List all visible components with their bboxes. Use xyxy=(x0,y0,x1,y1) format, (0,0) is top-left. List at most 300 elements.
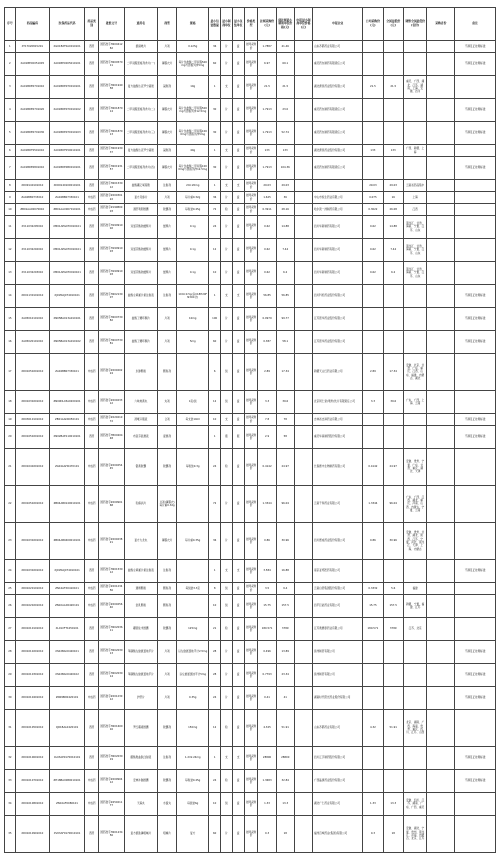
table-cell: 江苏恩华药业股份有限公司 xyxy=(312,331,362,354)
table-cell: XN05BA013A010101 xyxy=(49,308,84,331)
table-cell xyxy=(427,391,455,414)
table-cell: 国药准字H20194058 xyxy=(99,76,125,99)
table-cell: 长春惠丰生物制药有限公司 xyxy=(312,449,362,486)
table-cell xyxy=(427,641,455,664)
table-cell: ZA04BB0733010 xyxy=(15,192,49,204)
table-cell: 西药 xyxy=(85,710,99,747)
table-cell: 西药 xyxy=(85,262,99,285)
table-cell: 国药准字Z20123456 xyxy=(99,583,125,595)
table-cell: 湖南时代阳光药业股份有限公司 xyxy=(312,687,362,710)
table-cell: 国药准字H20153012 xyxy=(99,560,125,583)
table-cell: 国药准字Z20030122 xyxy=(99,192,125,204)
table-cell xyxy=(383,157,403,180)
table-cell: 挂网采购价 xyxy=(244,687,258,710)
table-cell xyxy=(427,99,455,122)
table-cell: 盒 xyxy=(232,816,244,853)
drug-price-table xyxy=(4,7,496,853)
table-row xyxy=(5,145,496,157)
table-cell: 凝胶剂 xyxy=(157,76,176,99)
table-cell: XD01010601010 xyxy=(15,747,49,770)
table-cell: 国药准字H20123456 xyxy=(99,816,125,853)
table-cell: 13.89 xyxy=(276,641,294,664)
table-cell: 挂网采购价 xyxy=(244,595,258,618)
table-cell: ZB04AB0400010101 xyxy=(49,523,84,560)
table-cell: 安神补脑胶囊 xyxy=(124,770,157,793)
table-cell xyxy=(427,664,455,687)
table-cell: 薄膜衣片 xyxy=(157,99,176,122)
table-cell: 盒 xyxy=(232,664,244,687)
table-cell: 国药准字Z22021072 xyxy=(99,414,125,426)
table-cell: 盐酸硼乙氧萘酚 xyxy=(124,180,157,192)
table-cell: XV03AF0170010101 xyxy=(49,816,84,853)
table-row xyxy=(5,122,496,145)
table-cell xyxy=(383,664,403,687)
table-cell: 69.1 xyxy=(276,53,294,76)
table-cell: 4.325 xyxy=(258,710,276,747)
table-cell: 黑龙江、甘肃、海南、宁夏、江苏、山东 xyxy=(403,239,427,262)
table-cell: XA01BDE0801010 xyxy=(15,157,49,180)
table-cell: 国药准字H19991003 xyxy=(99,239,125,262)
table-cell xyxy=(294,145,312,157)
table-cell: 盒 xyxy=(232,331,244,354)
table-cell xyxy=(403,641,427,664)
table-cell: XL01XFT1050101 xyxy=(49,618,84,641)
table-cell: 挂网采购价 xyxy=(244,53,258,76)
table-cell: 国药准字Z20025445 xyxy=(99,449,125,486)
table-cell: XA01BDF0501010 xyxy=(15,145,49,157)
column-header: 调整全国最低价(省份) xyxy=(403,8,427,41)
table-cell xyxy=(427,41,455,53)
table-cell: 国药准字Z20023821 xyxy=(99,523,125,560)
table-cell: 30 xyxy=(209,157,221,180)
table-cell: 新疆、宁夏、福建、江苏 xyxy=(403,595,427,618)
table-cell: 苯磺酸左旋氨氯地平片 xyxy=(124,664,157,687)
table-cell xyxy=(455,710,496,747)
table-cell: 国药准字H20057011 xyxy=(99,53,125,76)
table-cell: 挂网采购价 xyxy=(244,560,258,583)
table-cell: 西药 xyxy=(85,122,99,145)
table-cell xyxy=(363,41,383,53)
table-cell: 国药准字Z20090412 xyxy=(99,770,125,793)
table-cell xyxy=(427,560,455,583)
column-header: 最小包装单位 xyxy=(232,8,244,41)
table-cell xyxy=(427,53,455,76)
table-cell: 薄膜衣片 xyxy=(157,53,176,76)
table-cell: 缓释片 xyxy=(157,239,176,262)
table-cell: 0.4142 xyxy=(258,449,276,486)
column-header: 序号 xyxy=(5,8,16,41)
table-cell: 0.62 xyxy=(258,262,276,285)
table-cell: 复方 xyxy=(177,816,209,853)
table-cell: 片剂 xyxy=(157,641,176,664)
table-cell: 盒 xyxy=(232,157,244,180)
table-cell: 双氯芬酸钠缓释片 xyxy=(124,216,157,239)
table-cell: 挂网采购价 xyxy=(244,710,258,747)
table-cell: 安徽、北京、甘肃、广东、重庆、江西、山东、福建、内蒙古、湖北 xyxy=(403,354,427,391)
table-cell: 西药 xyxy=(85,331,99,354)
table-cell: 58 xyxy=(276,426,294,449)
table-cell: 粒 xyxy=(221,204,233,216)
column-header: 现挂网最小制剂单位价格(元) xyxy=(276,8,294,41)
table-cell xyxy=(294,687,312,710)
table-cell xyxy=(383,99,403,122)
table-cell: 西药 xyxy=(85,641,99,664)
table-cell: 胶囊剂 xyxy=(157,770,176,793)
table-cell: 1.2ml:24mg xyxy=(177,747,209,770)
table-cell: 薄膜衣片 xyxy=(157,122,176,145)
table-cell xyxy=(427,122,455,145)
table-cell: 国药准字Z19980003 xyxy=(99,204,125,216)
table-cell: ZA04BB07330101 xyxy=(49,192,84,204)
table-cell: 0.62 xyxy=(363,239,383,262)
table-cell xyxy=(177,560,209,583)
table-cell: 二甲双胍恩格列净片(一) xyxy=(124,53,157,76)
table-row xyxy=(5,523,496,560)
table-cell: 21 xyxy=(5,449,16,486)
table-cell: 湖北源泉药业股份有限公司 xyxy=(312,76,362,99)
table-cell xyxy=(403,53,427,76)
table-cell: 0.1g xyxy=(177,239,209,262)
table-cell: 天麻丸 xyxy=(124,793,157,816)
table-cell: 180.571 xyxy=(258,618,276,641)
table-cell: 国药准字Z45021177 xyxy=(99,793,125,816)
table-cell: 8 xyxy=(209,583,221,595)
table-cell: 不满足正挂网标准 xyxy=(455,53,496,76)
table-cell: 袋 xyxy=(221,793,233,816)
table-cell: XJ01MAJ074010101 xyxy=(49,560,84,583)
table-cell: 江苏恩华药业股份有限公司 xyxy=(312,308,362,331)
table-cell xyxy=(455,486,496,523)
table-cell xyxy=(455,583,496,595)
table-cell xyxy=(403,331,427,354)
table-row xyxy=(5,285,496,308)
table-cell: 7.44 xyxy=(276,239,294,262)
table-row xyxy=(5,239,496,262)
table-cell: 1.3344 xyxy=(363,486,383,523)
table-cell: ZA04AAH0470101 xyxy=(49,449,84,486)
table-cell: 36 xyxy=(209,523,221,560)
table-cell: 27 xyxy=(5,618,16,641)
table-cell xyxy=(427,354,455,391)
table-cell: 14 xyxy=(5,285,16,308)
column-header: 采购省份 xyxy=(427,8,455,41)
table-cell: XS02BAC0420101 xyxy=(49,641,84,664)
table-cell: 0.075 xyxy=(363,192,383,204)
table-cell: 24.97 xyxy=(276,449,294,486)
table-cell: 0.3 xyxy=(258,816,276,853)
table-cell: 0.3 xyxy=(363,816,383,853)
table-cell: 国药准字H20187014 xyxy=(99,99,125,122)
table-cell: 1.625 xyxy=(258,192,276,204)
table-cell: XD01030201010 xyxy=(15,560,49,583)
table-cell: 1 xyxy=(209,747,221,770)
table-cell: 国药准字Z20023312 xyxy=(99,391,125,414)
table-cell: 16 xyxy=(5,331,16,354)
table-cell: 盒 xyxy=(232,216,244,239)
table-cell xyxy=(363,157,383,180)
table-cell: 以左旋氨氯地平计2.5mg xyxy=(177,641,209,664)
table-cell: 不满足正挂网标准 xyxy=(455,414,496,426)
table-cell: 挂网采购价 xyxy=(244,414,258,426)
column-header: 申报最小制剂单位价格(元) xyxy=(294,8,312,41)
table-cell: 15 xyxy=(5,308,16,331)
table-row xyxy=(5,204,496,216)
table-cell: 挂网采购价 xyxy=(244,145,258,157)
table-cell: 1 xyxy=(5,41,16,53)
table-row xyxy=(5,449,496,486)
table-cell xyxy=(383,285,403,308)
table-cell xyxy=(294,262,312,285)
table-cell: 0.62 xyxy=(258,216,276,239)
table-cell: 江苏、北京 xyxy=(403,618,427,641)
table-cell: 每片含盐酸二甲双胍500mg与恩格列净12.5mg xyxy=(177,99,209,122)
table-cell: 片 xyxy=(221,192,233,204)
table-cell xyxy=(294,770,312,793)
table-cell: 19 xyxy=(5,414,16,426)
table-cell: 盒 xyxy=(232,76,244,99)
column-header: 规格 xyxy=(177,8,209,41)
table-cell: 西药 xyxy=(85,41,99,53)
table-cell: 丸剂 xyxy=(157,391,176,414)
table-cell: 中成药 xyxy=(85,523,99,560)
table-cell: 盒 xyxy=(232,641,244,664)
table-cell: 国药准字H20160016 xyxy=(99,710,125,747)
table-cell: 西药 xyxy=(85,426,99,449)
table-cell: 重庆药友制药有限责任公司 xyxy=(312,157,362,180)
table-cell: 四川华新制药有限公司 xyxy=(312,239,362,262)
table-cell: 12 xyxy=(5,239,16,262)
table-cell: 袋 xyxy=(221,583,233,595)
column-header: 全国最低价(元) xyxy=(383,8,403,41)
table-cell: 挂网采购价 xyxy=(244,216,258,239)
table-cell: 挂网采购价 xyxy=(244,391,258,414)
table-cell: 133 xyxy=(276,145,294,157)
table-row xyxy=(5,354,496,391)
table-cell: XD03010101010 xyxy=(15,414,49,426)
table-cell: 40g xyxy=(177,145,209,157)
table-cell: 不满足正挂网标准 xyxy=(455,641,496,664)
table-cell: 西药 xyxy=(85,145,99,157)
table-cell: 挂网采购价 xyxy=(244,204,258,216)
table-cell: 江西 xyxy=(403,204,427,216)
table-cell: 104.36 xyxy=(276,157,294,180)
table-cell: 国药准字H20203014 xyxy=(99,664,125,687)
column-header: 批准文号 xyxy=(99,8,125,41)
table-cell: 片 xyxy=(221,816,233,853)
table-cell: 20 xyxy=(5,426,16,449)
table-cell: 39.6 xyxy=(276,391,294,414)
table-cell: 39.6 xyxy=(383,391,403,414)
table-cell xyxy=(363,426,383,449)
table-cell: 13.3 xyxy=(276,793,294,816)
table-cell: 挂网采购价 xyxy=(244,354,258,391)
table-cell: 国药准字H50020448 xyxy=(99,426,125,449)
table-cell: XD09140100010101 xyxy=(49,180,84,192)
table-cell: 24 xyxy=(209,770,221,793)
table-cell: 二甲双胍恩格列净片(三) xyxy=(124,122,157,145)
table-cell: 14.88 xyxy=(383,216,403,239)
table-cell xyxy=(427,770,455,793)
table-cell: 每片重0.32g xyxy=(177,192,209,204)
table-cell: 10 xyxy=(209,793,221,816)
table-cell: 四川科伦药业股份有限公司 xyxy=(312,285,362,308)
table-row xyxy=(5,583,496,595)
table-cell: 不满足正挂网标准 xyxy=(455,664,496,687)
table-cell xyxy=(403,414,427,426)
table-cell: 30 xyxy=(209,122,221,145)
table-cell: 1 xyxy=(209,145,221,157)
table-cell: 3789 xyxy=(383,618,403,641)
table-cell: 7.8 xyxy=(258,414,276,426)
table-cell: 中成药 xyxy=(85,449,99,486)
table-cell: 21 xyxy=(209,618,221,641)
table-cell xyxy=(177,486,209,523)
table-cell xyxy=(427,793,455,816)
table-cell: 6 xyxy=(209,354,221,391)
table-cell xyxy=(427,180,455,192)
table-cell: 0.3911 xyxy=(258,204,276,216)
table-cell: 15.75 xyxy=(363,595,383,618)
table-cell: 挂网采购价 xyxy=(244,486,258,523)
table-cell: 西药 xyxy=(85,99,99,122)
table-cell: 北京、湖南、广西、海南、贵州、重庆、四川、江苏、山西 xyxy=(403,710,427,747)
table-cell: 盒 xyxy=(232,770,244,793)
table-cell: 不满足正挂网标准 xyxy=(455,308,496,331)
table-cell: 不满足正挂网标准 xyxy=(455,122,496,145)
table-cell: XD01010701010 xyxy=(15,770,49,793)
table-cell xyxy=(363,414,383,426)
table-cell: 重庆药友制药有限责任公司 xyxy=(312,53,362,76)
table-cell: 10ml:0.5g(以C18H20FN3O4计) xyxy=(177,285,209,308)
table-cell: 133 xyxy=(383,145,403,157)
table-cell: 颗粒剂 xyxy=(157,595,176,618)
table-cell: 氨硝唑片 xyxy=(124,41,157,53)
table-cell: 四平巨能药业有限公司 xyxy=(312,595,362,618)
table-cell: 片 xyxy=(221,331,233,354)
table-cell: 21.5 xyxy=(258,76,276,99)
table-cell xyxy=(427,486,455,523)
table-cell: 支 xyxy=(221,414,233,426)
table-cell xyxy=(403,308,427,331)
table-cell: 58.1 xyxy=(276,331,294,354)
table-cell: 35 xyxy=(5,816,16,853)
table-cell: XD01050201010 xyxy=(15,426,49,449)
table-cell xyxy=(383,426,403,449)
table-cell: 4.32 xyxy=(363,710,383,747)
table-row xyxy=(5,41,496,53)
table-cell: 福建 xyxy=(403,583,427,595)
table-cell: 36 xyxy=(209,41,221,53)
table-cell: ZN10AAX0420101 xyxy=(49,595,84,618)
table-cell xyxy=(294,122,312,145)
table-cell: 125mg xyxy=(177,618,209,641)
table-cell: 四川汇宇制药股份有限公司 xyxy=(312,747,362,770)
table-cell: 不满足正挂网标准 xyxy=(455,747,496,770)
table-cell: 29 xyxy=(5,664,16,687)
table-cell: 78 xyxy=(276,414,294,426)
table-cell xyxy=(427,523,455,560)
table-cell: 吉林省吉润药业有限公司 xyxy=(312,414,362,426)
table-cell xyxy=(294,641,312,664)
table-cell xyxy=(455,354,496,391)
table-cell: 5 xyxy=(5,122,16,145)
table-cell: 0.496 xyxy=(258,641,276,664)
table-cell: 清肝利胆胶囊 xyxy=(124,204,157,216)
table-cell: 混悬剂 xyxy=(157,426,176,449)
table-cell: 云南白药集团股份有限公司 xyxy=(312,583,362,595)
table-cell: 1 xyxy=(209,426,221,449)
table-cell: 盒 xyxy=(232,204,244,216)
table-cell: 瓶 xyxy=(232,426,244,449)
table-cell: 国药准字H20203019 xyxy=(99,747,125,770)
table-cell: 1.3344 xyxy=(258,486,276,523)
table-cell xyxy=(294,426,312,449)
table-cell: 盒 xyxy=(232,122,244,145)
table-cell: 护肝片 xyxy=(124,687,157,710)
table-cell xyxy=(294,391,312,414)
table-cell: 23 xyxy=(5,523,16,560)
table-cell: 胶囊剂 xyxy=(157,449,176,486)
table-cell: 湖北广仁药业有限公司 xyxy=(312,793,362,816)
table-cell xyxy=(312,180,362,192)
table-cell xyxy=(363,308,383,331)
table-cell: XA01BDE0701010 xyxy=(15,76,49,99)
table-cell: 粒 xyxy=(221,710,233,747)
table-cell: 盐酸左氧氟沙星注射液 xyxy=(124,560,157,583)
table-cell: 国药准字H20193157 xyxy=(99,157,125,180)
table-cell xyxy=(294,354,312,391)
table-cell: 中成药 xyxy=(85,354,99,391)
table-cell: 凝胶剂 xyxy=(157,145,176,157)
table-cell: 安徽、四川、江苏、湖南、广东、广西、重庆 xyxy=(403,793,427,816)
table-cell: 150mg xyxy=(177,710,209,747)
table-cell xyxy=(294,204,312,216)
table-cell: 国药准字H19991003 xyxy=(99,262,125,285)
table-cell: 51.91 xyxy=(276,710,294,747)
table-cell xyxy=(363,99,383,122)
table-cell: 挂网采购价 xyxy=(244,99,258,122)
table-cell: 重庆药友制药有限责任公司 xyxy=(312,99,362,122)
table-cell: 中成药 xyxy=(85,192,99,204)
table-cell xyxy=(427,710,455,747)
table-header xyxy=(5,8,496,41)
table-cell: 片剂 xyxy=(157,192,176,204)
table-cell: 六味地黄丸 xyxy=(124,391,157,414)
column-header: 剂型 xyxy=(157,8,176,41)
table-body xyxy=(5,41,496,853)
table-cell: 银黄胶囊 xyxy=(124,449,157,486)
table-cell xyxy=(427,449,455,486)
column-header: 最小制剂单位 xyxy=(221,8,233,41)
table-cell xyxy=(294,180,312,192)
table-cell xyxy=(403,157,427,180)
table-cell: 34 xyxy=(5,793,16,816)
table-cell xyxy=(427,216,455,239)
table-cell: 盒 xyxy=(232,391,244,414)
table-cell: 96.04 xyxy=(276,486,294,523)
table-cell xyxy=(403,770,427,793)
table-cell: 西药 xyxy=(85,560,99,583)
table-cell: 盒 xyxy=(232,99,244,122)
table-cell xyxy=(455,145,496,157)
table-cell: 不满足正挂网标准 xyxy=(455,99,496,122)
table-cell: 瓶 xyxy=(221,426,233,449)
table-row xyxy=(5,426,496,449)
table-cell: 盒 xyxy=(232,687,244,710)
table-cell xyxy=(294,664,312,687)
table-cell: 30 xyxy=(5,687,16,710)
table-cell: XD01010201010 xyxy=(15,641,49,664)
